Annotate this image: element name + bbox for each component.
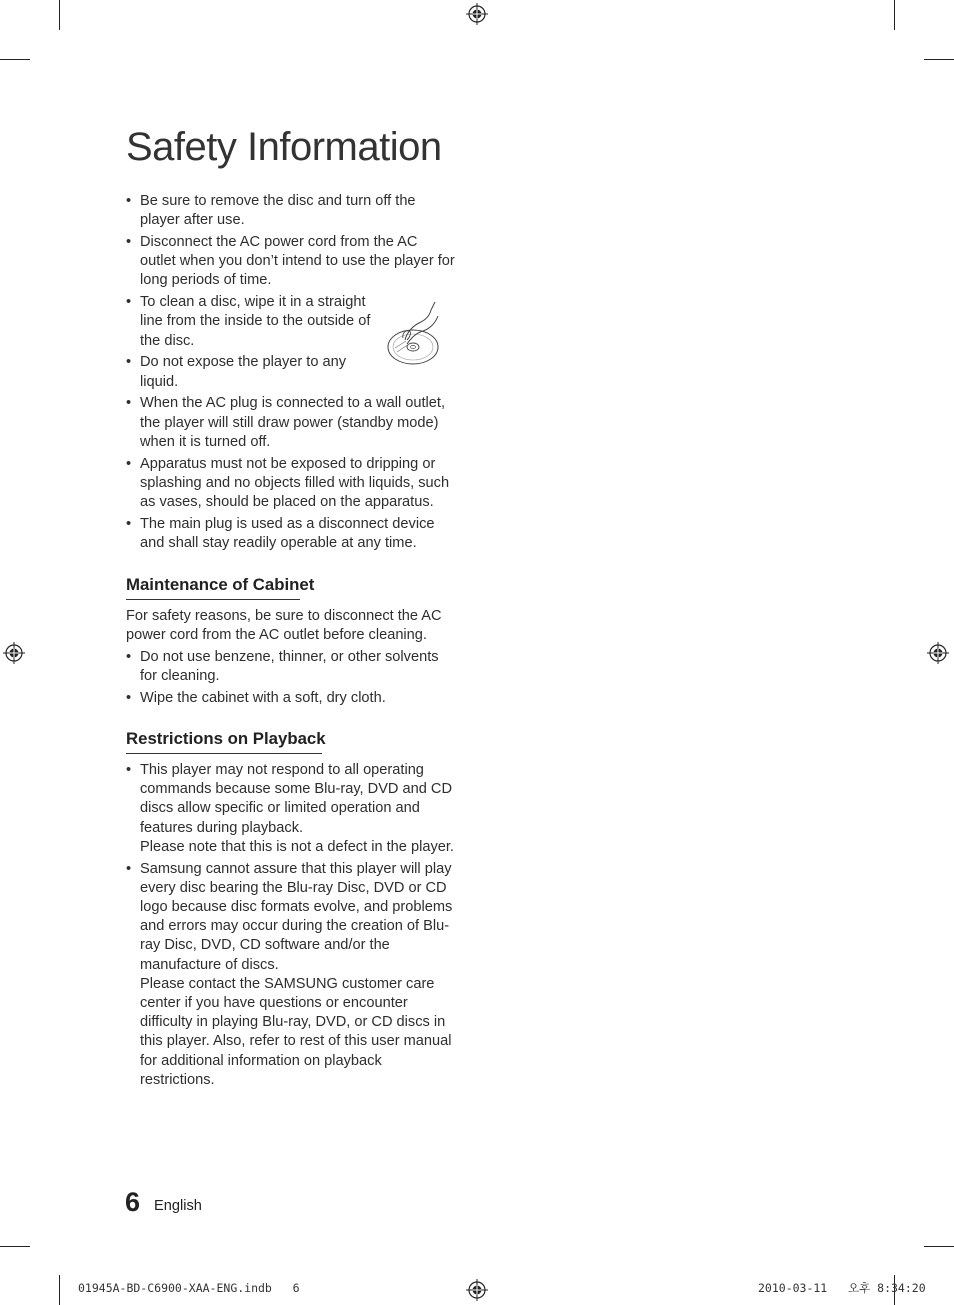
crop-mark-bottom-left-h <box>0 1246 30 1247</box>
crop-mark-top-left-h <box>0 59 30 60</box>
print-file-name: 01945A-BD-C6900-XAA-ENG.indb 6 <box>78 1281 300 1295</box>
safety-bullet-list <box>126 192 456 556</box>
disc-cleaning-icon <box>383 298 443 368</box>
list-item: • To clean a disc, wipe it in a straight line from the inside to the outside of the disc. <box>126 293 376 351</box>
list-item-text: Samsung cannot assure that this player will play every disc bearing the Blu-ray Disc, DVD or CD logo because disc formats evolve, and problems and errors may occur during the creation of Blu-ray Disc, DVD, CD software and/or the manufacture of discs. <box>140 860 453 973</box>
registration-mark-icon <box>3 642 25 664</box>
registration-mark-icon <box>466 3 488 25</box>
crop-mark-bottom-right-h <box>924 1246 954 1247</box>
list-item-note: Please note that this is not a defect in the player. <box>140 838 454 855</box>
section-heading-maintenance: Maintenance of Cabinet <box>126 575 315 594</box>
list-item: • Do not expose the player to any liquid. <box>126 353 376 391</box>
list-item: • Disconnect the AC power cord from the AC outlet when you don’t intend to use the player for long periods of time. <box>126 233 456 291</box>
registration-mark-icon <box>927 642 949 664</box>
list-item-text: This player may not respond to all operating commands because some Blu-ray, DVD and CD discs allow specific or limited operation and features during playback. <box>140 762 452 836</box>
list-item <box>126 761 456 857</box>
maintenance-intro: For safety reasons, be sure to disconnect the AC power cord from the AC outlet before cleaning. <box>126 608 442 644</box>
registration-mark-icon <box>466 1279 488 1301</box>
section-underline <box>126 753 322 754</box>
list-item <box>126 860 456 1090</box>
print-timestamp: 2010-03-11 오후 8:34:20 <box>758 1281 926 1295</box>
crop-mark-top-right-v <box>894 0 895 30</box>
list-item: • Apparatus must not be exposed to dripping or splashing and no objects filled with liquids, such as vases, should be placed on the apparatus. <box>126 455 456 513</box>
list-item: • Be sure to remove the disc and turn off the player after use. <box>126 192 456 230</box>
crop-mark-top-right-h <box>924 59 954 60</box>
section-underline <box>126 599 300 600</box>
list-item-note: Please contact the SAMSUNG customer care center if you have questions or encounter difficulty in playing Blu-ray, DVD, or CD discs in this player. Also, refer to rest of this user manual for additional information on playback restrictions. <box>140 975 452 1088</box>
maintenance-bullet-list <box>126 648 456 711</box>
page-title: Safety Information <box>126 125 442 169</box>
page-number: 6 <box>125 1187 141 1217</box>
page-language: English <box>154 1198 202 1214</box>
section-heading-restrictions: Restrictions on Playback <box>126 729 326 748</box>
list-item: • Do not use benzene, thinner, or other solvents for cleaning. <box>126 648 456 686</box>
list-item: • Wipe the cabinet with a soft, dry cloth. <box>126 689 456 708</box>
crop-mark-top-left-v <box>59 0 60 30</box>
list-item: • When the AC plug is connected to a wall outlet, the player will still draw power (standby mode) when it is turned off. <box>126 394 456 452</box>
list-item: • The main plug is used as a disconnect device and shall stay readily operable at any time. <box>126 515 456 553</box>
restrictions-bullet-list <box>126 761 456 1093</box>
crop-mark-bottom-left-v <box>59 1275 60 1305</box>
